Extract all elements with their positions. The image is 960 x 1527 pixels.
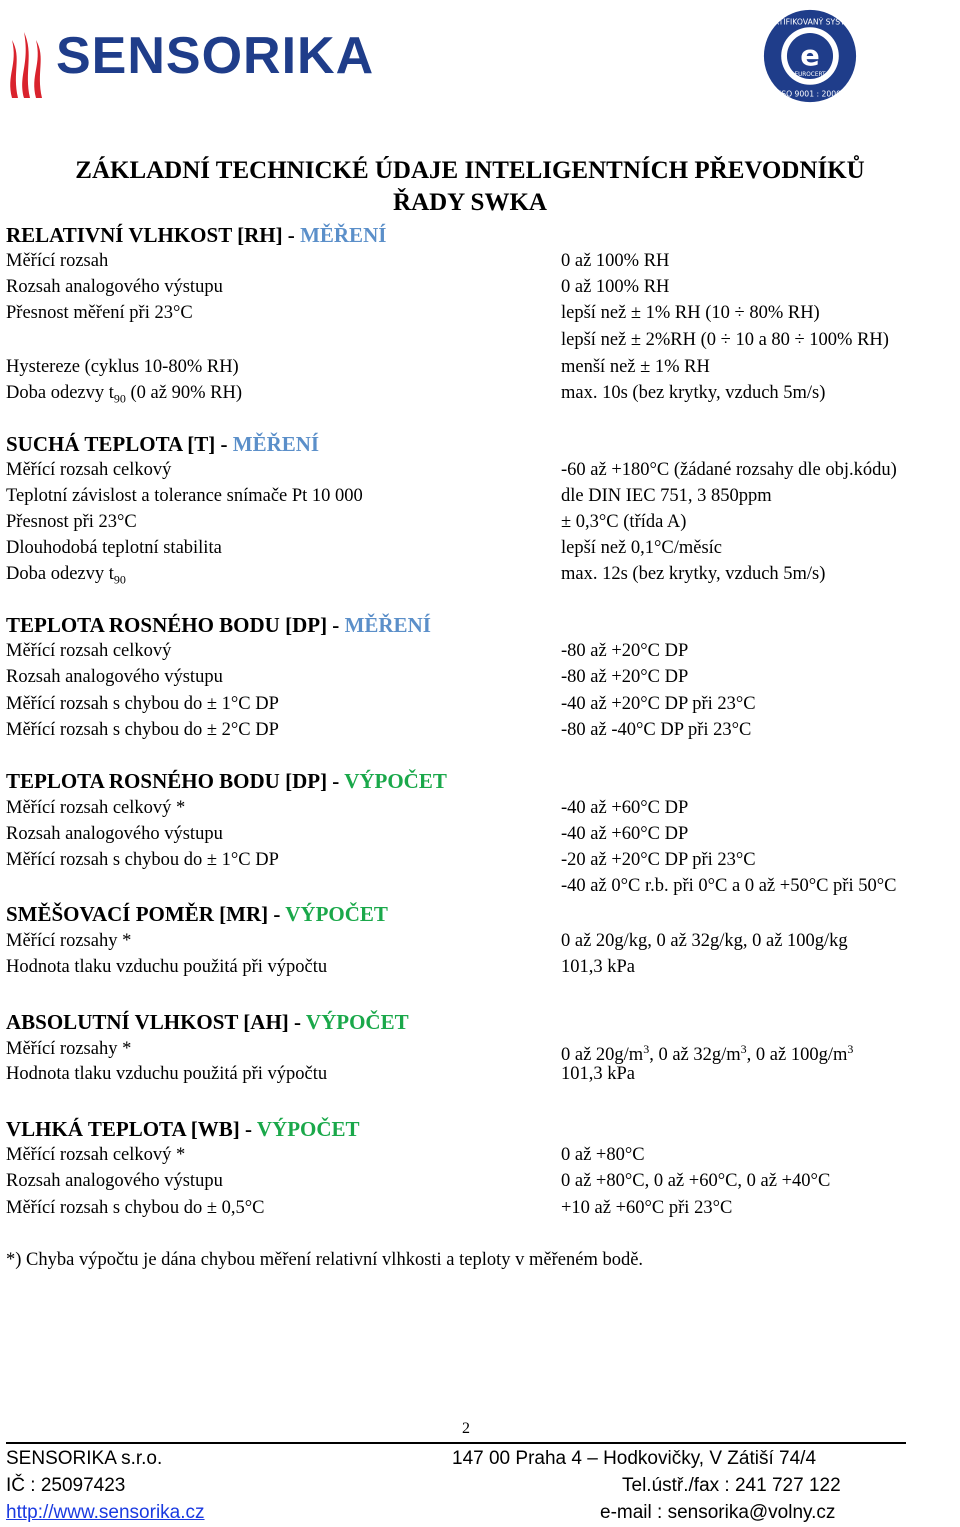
spec-label: Měřící rozsah celkový [6, 460, 172, 480]
footer-ic: IČ : 25097423 [6, 1475, 126, 1496]
spec-label: Měřící rozsah s chybou do ± 2°C DP [6, 720, 279, 740]
spec-label: Měřící rozsah celkový [6, 641, 172, 661]
spec-label: Přesnost při 23°C [6, 512, 137, 532]
spec-label: Rozsah analogového výstupu [6, 277, 223, 297]
section-heading-ah: ABSOLUTNÍ VLHKOST [AH] - VÝPOČET [6, 1010, 409, 1034]
spec-label: Doba odezvy $t_{90}$ [6, 564, 126, 587]
section-heading-rh: RELATIVNÍ VLHKOST [RH] - MĚŘENÍ [6, 223, 387, 247]
svg-text:CERTIFIKOVANÝ SYSTÉM: CERTIFIKOVANÝ SYSTÉM [763, 17, 857, 27]
section-heading-t: SUCHÁ TEPLOTA [T] - MĚŘENÍ [6, 432, 320, 456]
spec-value: +10 až +60°C při 23°C [561, 1198, 733, 1218]
spec-label: Rozsah analogového výstupu [6, 1171, 223, 1191]
section-heading-mr: SMĚŠOVACÍ POMĚR [MR] - VÝPOČET [6, 902, 388, 926]
spec-label: Měřící rozsah celkový * [6, 1145, 186, 1165]
spec-value: ± 0,3°C (třída A) [561, 512, 687, 532]
page-number: 2 [462, 1420, 470, 1437]
footer-divider [6, 1442, 906, 1444]
page-title-line2: ŘADY SWKA [393, 189, 547, 216]
spec-label: Měřící rozsahy * [6, 1039, 132, 1059]
eurocert-seal-icon [762, 8, 858, 104]
spec-value: -80 až -40°C DP při 23°C [561, 720, 752, 740]
section-heading-dp-vypocet: TEPLOTA ROSNÉHO BODU [DP] - VÝPOČET [6, 769, 447, 793]
page-title-line1: ZÁKLADNÍ TECHNICKÉ ÚDAJE INTELIGENTNÍCH PŘEVODNÍKŮ [75, 157, 865, 184]
spec-label: Teplotní závislost a tolerance snímače Pt 10 000 [6, 486, 363, 506]
spec-label: Rozsah analogového výstupu [6, 824, 223, 844]
spec-value: -80 až +20°C DP [561, 667, 689, 687]
spec-label: Rozsah analogového výstupu [6, 667, 223, 687]
brand-logo-text: SENSORIKA [56, 27, 375, 85]
section-heading-wb: VLHKÁ TEPLOTA [WB] - VÝPOČET [6, 1117, 360, 1141]
spec-value: 101,3 kPa [561, 957, 635, 977]
spec-value: -60 až +180°C (žádané rozsahy dle obj.kódu) [561, 460, 897, 480]
spec-value: 0 až +80°C [561, 1145, 645, 1165]
spec-value: 0 až 20g/kg, 0 až 32g/kg, 0 až 100g/kg [561, 931, 848, 951]
spec-label: Měřící rozsahy * [6, 931, 132, 951]
footer-company: SENSORIKA s.r.o. [6, 1448, 163, 1469]
section-heading-dp-mereni: TEPLOTA ROSNÉHO BODU [DP] - MĚŘENÍ [6, 613, 431, 637]
spec-value: dle DIN IEC 751, 3 850ppm [561, 486, 772, 506]
footer-phone: Tel.ústř./fax : 241 727 122 [622, 1475, 841, 1496]
footnote: *) Chyba výpočtu je dána chybou měření relativní vlhkosti a teploty v měřeném bodě. [6, 1250, 644, 1270]
footer-address: 147 00 Praha 4 – Hodkovičky, V Zátiší 74/4 [452, 1448, 817, 1469]
sensorika-logo-flame-icon [4, 20, 54, 100]
spec-value: -40 až +20°C DP při 23°C [561, 694, 756, 714]
spec-label: Hystereze (cyklus 10-80% RH) [6, 357, 239, 377]
spec-value: 0 až +80°C, 0 až +60°C, 0 až +40°C [561, 1171, 831, 1191]
svg-text:EUROCERT: EUROCERT [794, 72, 826, 79]
spec-label: Měřící rozsah [6, 251, 109, 271]
spec-label: Měřící rozsah s chybou do ± 0,5°C [6, 1198, 265, 1218]
spec-label: Měřící rozsah s chybou do ± 1°C DP [6, 694, 279, 714]
spec-value: -20 až +20°C DP při 23°C [561, 850, 756, 870]
spec-label: Hodnota tlaku vzduchu použitá při výpočtu [6, 957, 328, 977]
spec-value: -40 až 0°C r.b. při 0°C a 0 až +50°C při 50°C [561, 876, 897, 896]
spec-value: max. 10s (bez krytky, vzduch 5m/s) [561, 383, 826, 403]
spec-label: Dlouhodobá teplotní stabilita [6, 538, 222, 558]
spec-value: lepší než ± 2%RH (0 ÷ 10 a 80 ÷ 100% RH) [561, 330, 889, 350]
footer-email: e-mail : sensorika@volny.cz [600, 1502, 836, 1523]
spec-value: -40 až +60°C DP [561, 798, 689, 818]
spec-label: Přesnost měření při 23°C [6, 303, 193, 323]
svg-text:e: e [800, 38, 820, 73]
spec-label: Doba odezvy $t_{90}$ (0 až 90% RH) [6, 383, 242, 406]
spec-value: -80 až +20°C DP [561, 641, 689, 661]
spec-value: lepší než 0,1°C/měsíc [561, 538, 723, 558]
spec-value: 101,3 kPa [561, 1064, 635, 1084]
spec-value: 0 až 100% RH [561, 251, 670, 271]
spec-label: Měřící rozsah celkový * [6, 798, 186, 818]
spec-value: -40 až +60°C DP [561, 824, 689, 844]
svg-text:ISO 9001 : 2000: ISO 9001 : 2000 [778, 89, 842, 99]
spec-label: Hodnota tlaku vzduchu použitá při výpočtu [6, 1064, 328, 1084]
spec-value: menší než ± 1% RH [561, 357, 710, 377]
spec-value: max. 12s (bez krytky, vzduch 5m/s) [561, 564, 826, 584]
spec-value: 0 až 100% RH [561, 277, 670, 297]
spec-value: lepší než ± 1% RH (10 ÷ 80% RH) [561, 303, 820, 323]
spec-value: 0 až $20g/m^3$, 0 až $32g/m^3$, 0 až $100g/m^3$ [561, 1042, 854, 1066]
spec-label: Měřící rozsah s chybou do ± 1°C DP [6, 850, 279, 870]
footer-web-link[interactable]: http://www.sensorika.cz [6, 1502, 205, 1523]
